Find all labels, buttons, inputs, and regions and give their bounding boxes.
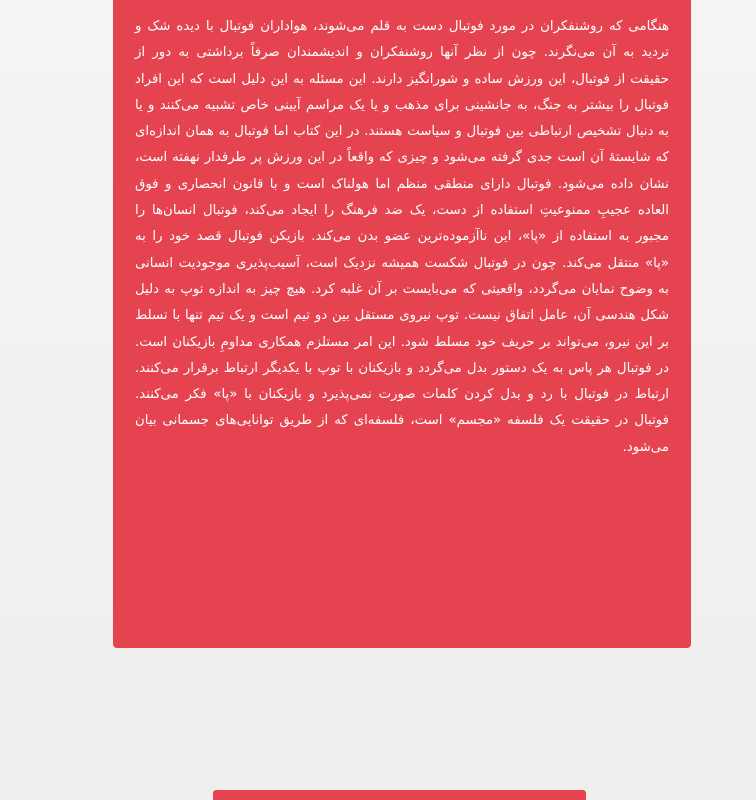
back-cover-text-panel: [113, 0, 691, 648]
back-cover-paragraph: هنگامی که روشنفکران در مورد فوتبال دست به قلم می‌شوند، هواداران فوتبال با دیده شک و تردید به آن می‌نگرند. چون از نظر آنها روشنفکران و اندیشمندان صرفاً برداشتی به دور از حقیقت از فوتبال، این ورزش ساده و شورانگیز دارند. این مسئله به این دلیل است که این افراد فوتبال را بیشتر به جنگ، به جانشینی برای مذهب و یا یک مراسم آیینی خاص تشبیه می‌کنند و یا به دنبال تشخیص ارتباطی بین فوتبال و سیاست هستند. در این کتاب اما فوتبال به همان اندازه‌ای که شایستهٔ آن است جدی گرفته می‌شود و چیزی که واقعاً در این ورزش پر طرفدار نهفته است، نشان داده می‌شود. فوتبال دارای منطقی منظم اما هولناک است و با قانون انحصاری و فوق العاده عجیبِ ممنوعیتِ استفاده از دست، یک ضد فرهنگ را ایجاد می‌کند، فوتبال انسان‌ها را مجبور به استفاده از «پا»، این ناآزموده‌ترین عضو بدن می‌کند. بازیکن فوتبال قصد خود را به «پا» منتقل می‌کند. چون در فوتبال شکست همیشه نزدیک است، آسیب‌پذیری موجودیت انسانی به وضوح نمایان می‌گردد، واقعیتی که می‌بایست بر آن غلبه کرد. هیچ چیز به اندازه توپ به دلیل شکل هندسی آن، عامل اتفاق نیست. توپ نیروی مستقل بین دو تیم است و یک تیم تنها با تسلط بر این نیرو، می‌تواند بر حریف خود مسلط شود. این امر مستلزم همکاری مداومِ بازیکنان است. در فوتبال هر پاس به یک دستور بدل می‌گردد و بازیکنان با توپ با یکدیگر ارتباط برقرار می‌کنند. ارتباط در فوتبال با رد و بدل کردن کلمات صورت نمی‌پذیرد و بازیکنان با «پا» فکر می‌کنند. فوتبال در حقیقت یک فلسفه «مجسم» است، فلسفه‌ای که از طریق توانایی‌های جسمانی بیان می‌شود.: [135, 19, 669, 455]
bottom-red-strip: [213, 790, 586, 800]
